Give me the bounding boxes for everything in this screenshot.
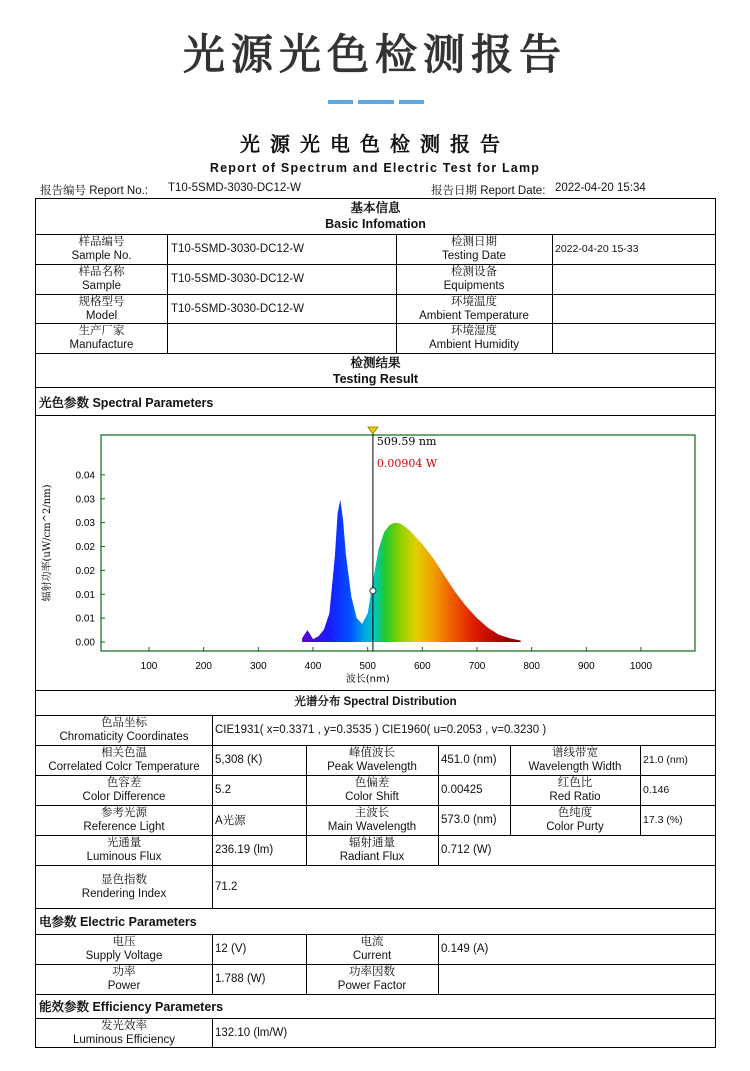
radiant-flux-label xyxy=(306,835,438,865)
label-cn: 环境湿度 xyxy=(451,325,497,337)
x-tick-label: 600 xyxy=(413,661,431,672)
spectrum-chart xyxy=(36,416,714,688)
testing-result-heading xyxy=(36,355,715,387)
power-factor-label xyxy=(306,964,438,994)
main-wavelength-label xyxy=(306,805,438,835)
label-cn: 主波长 xyxy=(354,807,390,819)
title-decoration xyxy=(399,100,424,104)
model-label xyxy=(36,294,167,323)
ambient-humidity-label xyxy=(396,323,552,353)
power-label xyxy=(36,964,212,994)
label-cn: 功率因数 xyxy=(349,966,395,978)
x-tick-label: 400 xyxy=(304,661,322,672)
label-cn: 红色比 xyxy=(557,777,593,789)
wavelength-width-label xyxy=(510,745,640,775)
report-title-cn: 光源光电色检测报告 xyxy=(240,132,510,156)
color-shift-value: 0.00425 xyxy=(441,784,483,796)
report-title-en: Report of Spectrum and Electric Test for Lamp xyxy=(209,161,541,175)
model-value: T10-5SMD-3030-DC12-W xyxy=(171,302,304,315)
color-difference-value: 5.2 xyxy=(215,784,231,796)
sample-no-value: T10-5SMD-3030-DC12-W xyxy=(171,243,304,255)
table-divider xyxy=(552,234,553,353)
luminous-flux-label xyxy=(36,835,212,865)
spectral-parameters-heading: 光色参数 Spectral Parameters xyxy=(39,395,214,410)
supply-voltage-label xyxy=(36,934,212,964)
label-en: Manufacture xyxy=(69,339,134,351)
label-cn: 规格型号 xyxy=(78,295,125,308)
label-en: Reference Light xyxy=(83,821,165,833)
label-cn: 样品名称 xyxy=(78,266,125,278)
reference-light-label xyxy=(36,805,212,835)
label-en: Red Ratio xyxy=(549,791,601,803)
cct-value: 5,308 (K) xyxy=(215,754,263,766)
page-title: 光源光色检测报告 xyxy=(182,30,567,79)
color-purity-value: 17.3 (%) xyxy=(643,814,683,826)
main-wavelength-value: 573.0 (nm) xyxy=(441,814,497,826)
table-divider xyxy=(36,353,715,354)
label-cn: 检测设备 xyxy=(451,266,497,278)
x-tick-label: 900 xyxy=(577,661,595,672)
title-decoration xyxy=(358,100,394,104)
table-divider xyxy=(212,715,213,908)
basic-info-heading-en: Basic Infomation xyxy=(325,217,426,231)
cursor-wavelength-label: 509.59 nm xyxy=(376,435,437,448)
y-axis-label: 辐射功率(uW/cm^2/nm) xyxy=(42,484,53,602)
y-tick-label: 0.02 xyxy=(75,565,95,577)
label-cn: 色品坐标 xyxy=(101,717,147,729)
x-tick-label: 1000 xyxy=(629,661,653,672)
spectral-distribution-heading: 光谱分布 Spectral Distribution xyxy=(294,696,457,708)
label-en: Equipments xyxy=(443,280,505,292)
y-tick-label: 0.01 xyxy=(75,613,95,625)
efficiency-parameters-heading: 能效参数 Efficiency Parameters xyxy=(39,1000,224,1014)
testing-result-heading-cn: 检测结果 xyxy=(350,356,401,370)
report-date-label: 报告日期 Report Date: xyxy=(431,185,546,197)
testing-date-value: 2022-04-20 15-33 xyxy=(555,243,639,255)
luminous-efficiency-label xyxy=(36,1018,212,1047)
label-cn: 电流 xyxy=(360,936,384,948)
wavelength-width-value: 21.0 (nm) xyxy=(643,754,688,766)
label-cn: 电压 xyxy=(112,936,136,948)
label-en: Model xyxy=(85,309,118,322)
title-decoration xyxy=(328,100,353,104)
color-shift-label xyxy=(306,775,438,805)
power-value: 1.788 (W) xyxy=(215,973,266,985)
label-en: Peak Wavelength xyxy=(327,761,417,773)
label-en: Luminous Efficiency xyxy=(72,1033,176,1046)
color-difference-label xyxy=(36,775,212,805)
basic-info-heading-cn: 基本信息 xyxy=(350,201,401,215)
table-divider xyxy=(212,1018,213,1047)
x-tick-label: 500 xyxy=(359,661,377,672)
label-en: Wavelength Width xyxy=(528,761,622,773)
x-tick-label: 800 xyxy=(523,661,541,672)
equipments-label xyxy=(396,264,552,294)
basic-info-heading xyxy=(36,200,715,232)
color-purity-label xyxy=(510,805,640,835)
label-en: Chromaticity Coordinates xyxy=(59,731,189,743)
red-ratio-label xyxy=(510,775,640,805)
y-tick-label: 0.02 xyxy=(75,542,95,553)
label-cn: 显色指数 xyxy=(101,873,147,886)
peak-wavelength-value: 451.0 (nm) xyxy=(441,754,497,766)
supply-voltage-value: 12 (V) xyxy=(215,943,247,955)
label-cn: 参考光源 xyxy=(101,807,147,819)
label-en: Correlated Colcr Temperature xyxy=(48,761,200,773)
label-cn: 发光效率 xyxy=(101,1019,147,1032)
sample-no-label xyxy=(36,234,167,264)
label-cn: 峰值波长 xyxy=(349,747,395,759)
reference-light-value: A光源 xyxy=(215,815,246,827)
sample-label xyxy=(36,264,167,294)
luminous-efficiency-value: 132.10 (lm/W) xyxy=(215,1026,288,1039)
label-cn: 生产厂家 xyxy=(78,325,125,337)
electric-parameters-heading: 电参数 Electric Parameters xyxy=(39,915,197,929)
label-cn: 环境温度 xyxy=(451,295,497,308)
report-no: T10-5SMD-3030-DC12-W xyxy=(168,182,301,194)
label-cn: 检测日期 xyxy=(451,236,497,248)
testing-date-label xyxy=(396,234,552,264)
peak-wavelength-label xyxy=(306,745,438,775)
current-label xyxy=(306,934,438,964)
table-divider xyxy=(212,934,213,994)
rendering-index-label xyxy=(36,865,212,908)
x-tick-label: 300 xyxy=(249,661,267,672)
label-cn: 色容差 xyxy=(106,777,142,789)
label-en: Sample No. xyxy=(71,250,132,262)
report-date: 2022-04-20 15:34 xyxy=(555,182,646,194)
testing-result-heading-en: Testing Result xyxy=(332,372,419,386)
label-en: Ambient Humidity xyxy=(428,339,520,351)
label-en: Color Difference xyxy=(82,791,166,803)
y-tick-label: 0.04 xyxy=(75,470,95,482)
label-cn: 功率 xyxy=(112,966,136,978)
ambient-temperature-label xyxy=(396,294,552,323)
label-cn: 谱线带宽 xyxy=(552,747,598,759)
y-tick-label: 0.03 xyxy=(75,494,95,506)
rendering-index-value: 71.2 xyxy=(215,880,238,893)
label-en: Current xyxy=(352,950,392,962)
cursor-marker xyxy=(368,427,378,434)
label-en: Sample xyxy=(82,280,121,292)
cct-label xyxy=(36,745,212,775)
label-cn: 样品编号 xyxy=(78,236,125,248)
label-cn: 光通量 xyxy=(106,837,142,849)
label-en: Luminous Flux xyxy=(86,851,162,863)
luminous-flux-value: 236.19 (lm) xyxy=(215,844,274,856)
current-value: 0.149 (A) xyxy=(441,943,489,955)
label-cn: 相关色温 xyxy=(101,747,147,759)
y-tick-label: 0.00 xyxy=(75,637,95,649)
chromaticity-value: CIE1931( x=0.3371 , y=0.3535 ) CIE1960( u=0.2053 , v=0.3230 ) xyxy=(215,724,547,736)
label-en: Testing Date xyxy=(442,250,506,262)
cursor-point xyxy=(370,588,376,594)
table-divider xyxy=(640,745,641,835)
table-divider xyxy=(36,690,715,691)
label-en: Main Wavelength xyxy=(327,821,417,833)
chromaticity-label xyxy=(36,715,212,745)
label-en: Power Factor xyxy=(337,980,407,992)
x-axis-label: 波长(nm) xyxy=(345,674,390,685)
x-tick-label: 700 xyxy=(468,661,486,672)
y-tick-label: 0.03 xyxy=(75,518,95,530)
x-tick-label: 100 xyxy=(140,661,158,672)
table-divider xyxy=(167,234,168,353)
label-en: Color Shift xyxy=(345,791,399,803)
label-en: Power xyxy=(107,980,141,992)
y-tick-label: 0.01 xyxy=(75,589,95,601)
table-divider xyxy=(438,934,439,994)
manufacture-label xyxy=(36,323,167,353)
label-en: Color Purty xyxy=(546,821,604,833)
label-cn: 色纯度 xyxy=(557,807,593,819)
label-en: Radiant Flux xyxy=(339,851,405,863)
label-en: Supply Voltage xyxy=(85,950,163,962)
label-cn: 色偏差 xyxy=(354,777,390,789)
red-ratio-value: 0.146 xyxy=(643,784,670,796)
x-tick-label: 200 xyxy=(195,661,213,672)
cursor-value-label: 0.00904 W xyxy=(376,457,438,470)
radiant-flux-value: 0.712 (W) xyxy=(441,844,492,856)
label-en: Rendering Index xyxy=(81,887,167,900)
report-no-label: 报告编号 Report No.: xyxy=(40,185,148,197)
sample-value: T10-5SMD-3030-DC12-W xyxy=(171,273,304,285)
label-en: Ambient Temperature xyxy=(419,309,529,322)
table-divider xyxy=(438,745,439,865)
label-cn: 辐射通量 xyxy=(349,837,395,849)
